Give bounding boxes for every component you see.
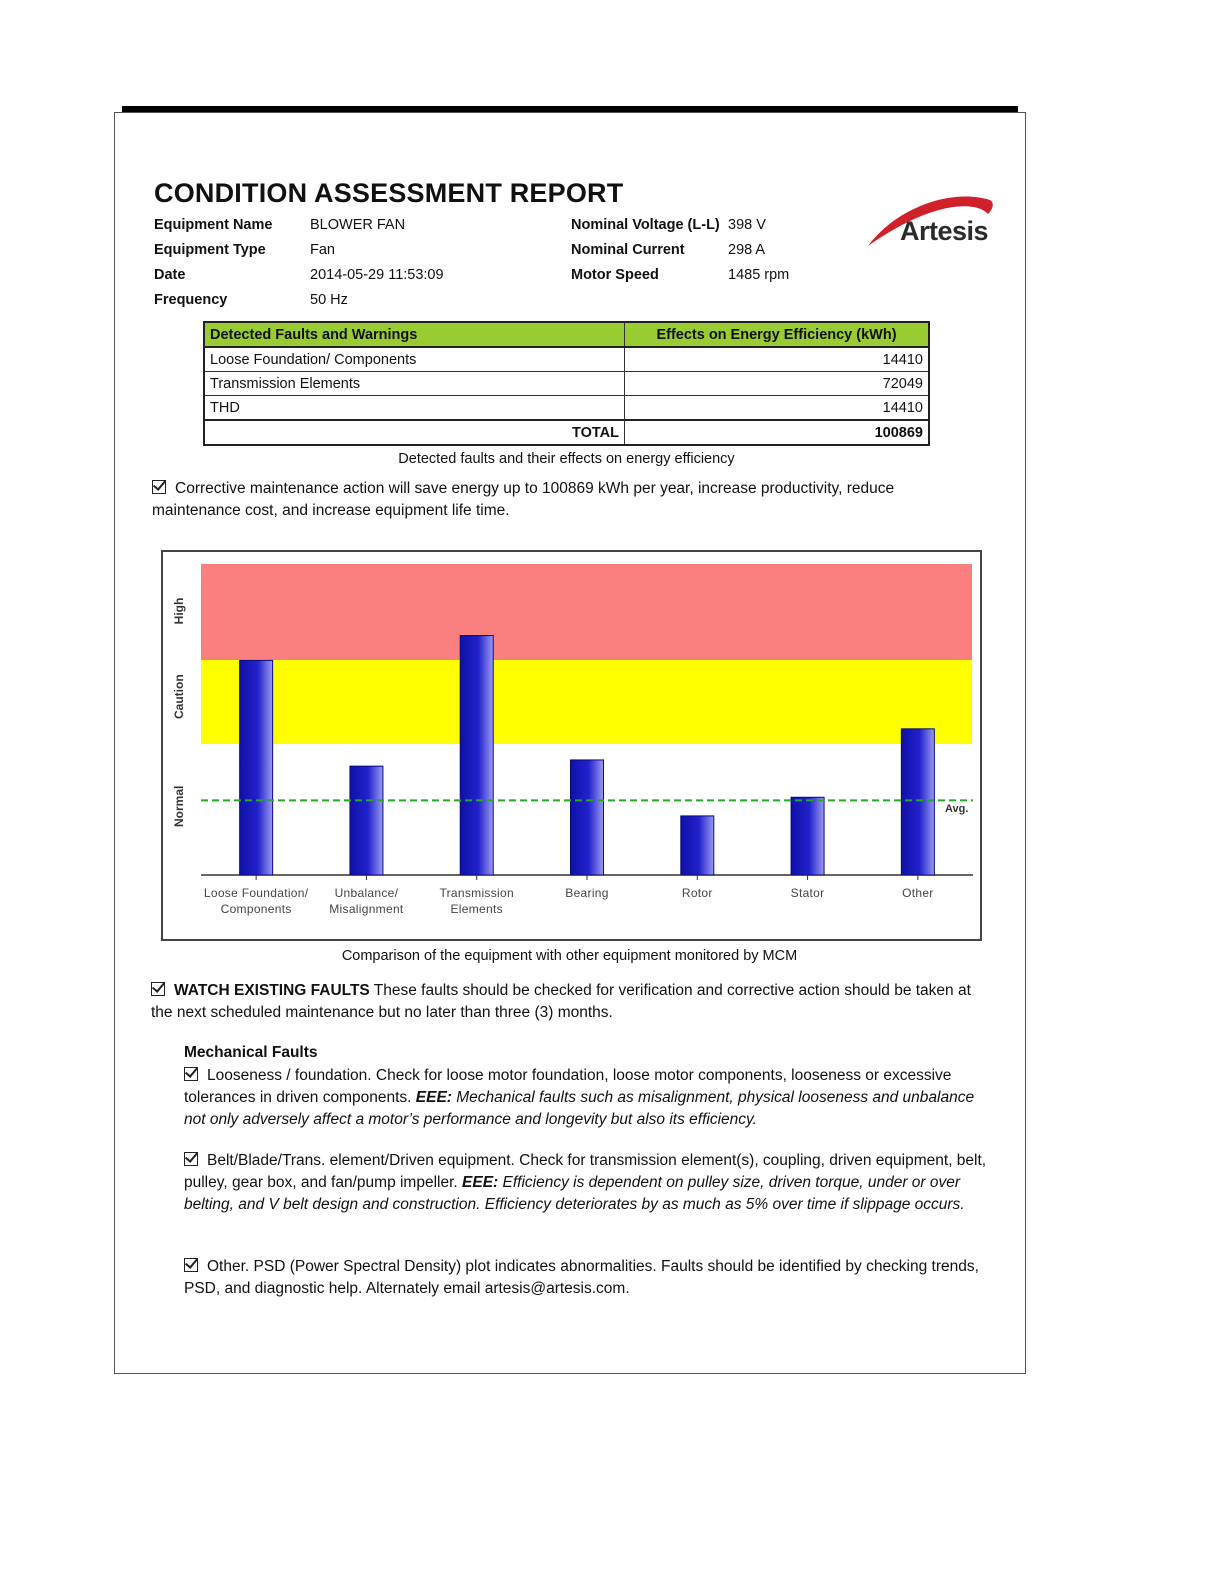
field-nominal-current <box>571 242 685 258</box>
fault-name: Loose Foundation/ Components <box>204 347 625 372</box>
chart-plot <box>163 552 980 939</box>
field-frequency <box>154 292 227 308</box>
total-label: TOTAL <box>204 420 625 445</box>
checkbox-checked-icon <box>152 480 166 494</box>
field-motor-speed <box>571 267 659 283</box>
x-tick-label: Loose Foundation/ Components <box>203 886 309 916</box>
field-label: Equipment Type <box>154 242 266 258</box>
checkbox-checked-icon <box>184 1258 198 1272</box>
summary-text: Corrective maintenance action will save energy up to 100869 kWh per year, increase productivity, reduce maintenance cost, and increase equipment life time. <box>152 480 895 519</box>
item-text: Looseness / foundation. Check for loose motor foundation, loose motor components, looseness or excessive tolerances in driven components. <box>184 1067 952 1106</box>
mechanical-item-looseness <box>184 1065 994 1131</box>
mechanical-item-other <box>184 1256 984 1300</box>
field-value: 398 V <box>728 217 766 233</box>
field-value: 50 Hz <box>310 292 348 308</box>
checkbox-checked-icon <box>151 982 165 996</box>
field-value: Fan <box>310 242 335 258</box>
mechanical-item-belt <box>184 1150 994 1216</box>
summary-paragraph <box>152 478 952 522</box>
fault-name: THD <box>204 396 625 421</box>
x-tick-label: Transmission Elements <box>439 886 514 916</box>
mechanical-heading: Mechanical Faults <box>184 1044 318 1061</box>
field-label: Frequency <box>154 292 228 308</box>
field-label: Nominal Current <box>571 242 685 258</box>
logo-text: Artesis <box>900 216 989 246</box>
bar <box>460 636 493 875</box>
eee-text: Mechanical faults such as misalignment, physical looseness and unbalance not only adversely affect a motor’s performance and longevity but also its efficiency. <box>184 1089 975 1128</box>
field-value: 1485 rpm <box>728 267 790 283</box>
field-value: BLOWER FAN <box>310 217 406 233</box>
table-row <box>204 347 929 372</box>
bar <box>901 729 934 875</box>
total-row <box>204 420 929 445</box>
x-tick-label: Stator <box>790 886 825 900</box>
item-text: Other. PSD (Power Spectral Density) plot indicates abnormalities. Faults should be identified by checking trends, PSD, and diagnostic help. Alternately email artesis@artesis.com. <box>184 1258 979 1297</box>
fault-name: Transmission Elements <box>204 372 625 396</box>
comparison-chart <box>161 550 982 941</box>
x-tick-label: Rotor <box>681 886 713 900</box>
field-label: Motor Speed <box>571 267 659 283</box>
eee-label: EEE: <box>415 1089 452 1106</box>
y-label-caution: Caution <box>172 674 186 720</box>
item-text: Belt/Blade/Trans. element/Driven equipment. Check for transmission element(s), coupling, driven equipment, belt, pulley, gear box, and fan/pump impeller. <box>184 1152 987 1191</box>
x-tick-label: Other <box>902 886 934 900</box>
field-value: 2014-05-29 11:53:09 <box>310 267 444 283</box>
report-title: CONDITION ASSESSMENT REPORT <box>154 178 624 208</box>
field-date <box>154 267 185 283</box>
bar <box>571 760 604 875</box>
y-label-high: High <box>172 597 186 625</box>
table-header-row <box>204 322 929 347</box>
y-label-normal: Normal <box>172 785 186 827</box>
total-value: 100869 <box>625 420 930 445</box>
fault-value: 14410 <box>625 347 930 372</box>
artesis-logo <box>866 190 996 252</box>
watch-heading: WATCH EXISTING FAULTS <box>174 982 370 999</box>
table-row <box>204 396 929 421</box>
x-tick-label: Bearing <box>565 886 609 900</box>
watch-paragraph <box>151 980 996 1024</box>
table-caption: Detected faults and their effects on energy efficiency <box>398 451 735 467</box>
field-equipment-name <box>154 217 272 233</box>
faults-table <box>203 321 930 446</box>
eee-label: EEE: <box>462 1174 499 1191</box>
fault-value: 72049 <box>625 372 930 396</box>
field-nominal-voltage <box>571 217 720 233</box>
chart-caption: Comparison of the equipment with other equipment monitored by MCM <box>341 948 798 964</box>
watch-text: These faults should be checked for verification and corrective action should be taken at the next scheduled maintenance but no later than three (3) months. <box>151 982 971 1021</box>
x-tick-label: Unbalance/ Misalignment <box>329 886 404 916</box>
bar <box>681 816 714 875</box>
eee-text: Efficiency is dependent on pulley size, driven torque, under or over belting, and V belt design and construction. Efficiency deteriorates by as much as 5% over time if slippage occurs. <box>184 1174 965 1213</box>
field-label: Date <box>154 267 186 283</box>
bar <box>791 797 824 875</box>
bar <box>240 660 273 875</box>
bar <box>350 766 383 875</box>
field-equipment-type <box>154 242 266 258</box>
checkbox-checked-icon <box>184 1067 198 1081</box>
field-label: Nominal Voltage (L-L) <box>571 217 720 233</box>
field-value: 298 A <box>728 242 766 258</box>
fault-value: 14410 <box>625 396 930 421</box>
column-header: Detected Faults and Warnings <box>204 322 625 347</box>
checkbox-checked-icon <box>184 1152 198 1166</box>
column-header: Effects on Energy Efficiency (kWh) <box>625 322 930 347</box>
avg-label: Avg. <box>945 803 969 816</box>
field-label: Equipment Name <box>154 217 273 233</box>
table-row <box>204 372 929 396</box>
